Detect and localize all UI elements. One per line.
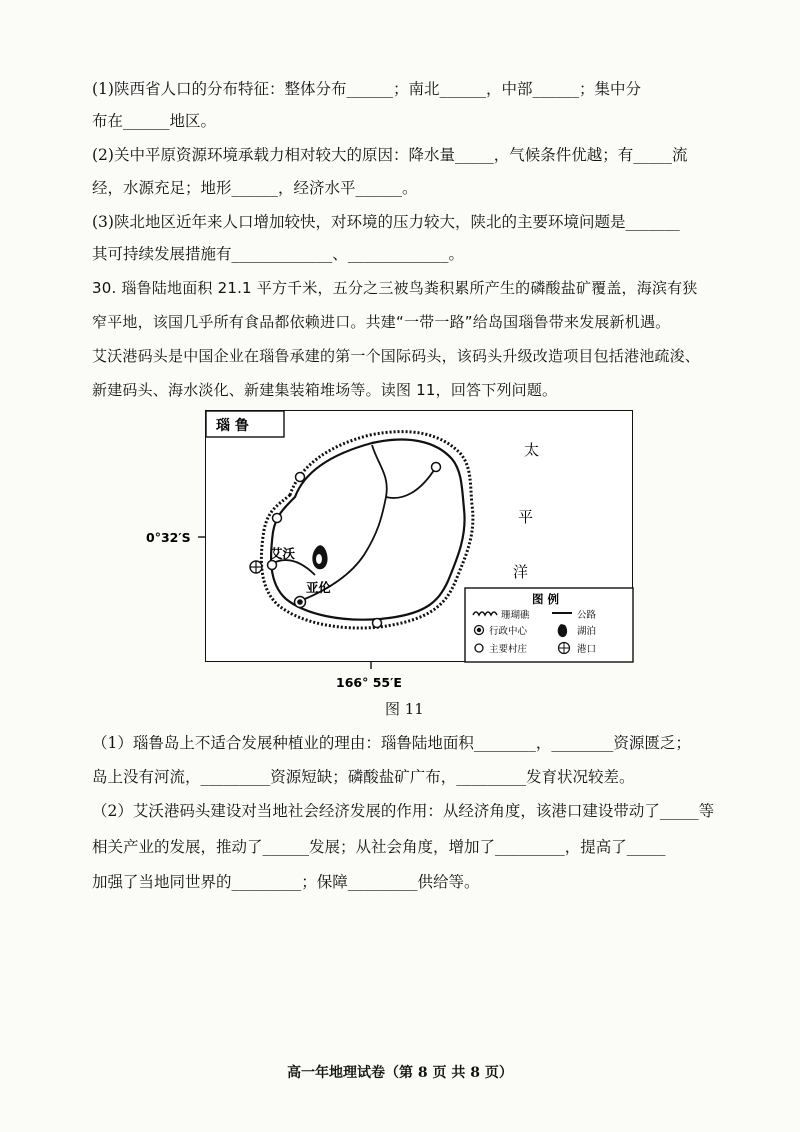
coral-reef	[261, 432, 473, 628]
village-marker	[273, 514, 282, 523]
inner-road-1	[300, 445, 387, 601]
inner-road-2	[386, 467, 436, 498]
q30-stem-3: 艾沃港码头是中国企业在瑙鲁承建的第一个国际码头，该码头升级改造项目包括港池疏浚、	[92, 347, 701, 365]
legend-port-label: 港口	[577, 644, 597, 655]
figure-caption: 图 11	[385, 700, 424, 718]
ocean-char-3: 洋	[513, 563, 529, 581]
village-marker	[296, 473, 305, 482]
q30-2-line-1: （2）艾沃港码头建设对当地社会经济发展的作用：从经济角度，该港口建设带动了_____等	[92, 802, 715, 820]
village-marker	[432, 463, 441, 472]
q29-line-4: 经，水源充足；地形______，经济水平______。	[92, 179, 418, 197]
q29-line-3: (2)关中平原资源环境承载力相对较大的原因：降水量_____，气候条件优越；有_____流	[92, 146, 688, 164]
nauru-map-figure	[140, 405, 700, 695]
legend-admin-label: 行政中心	[489, 626, 528, 637]
q29-line-2: 布在______地区。	[92, 112, 217, 130]
village-marker	[373, 619, 382, 628]
page-footer: 高一年地理试卷（第 8 页 共 8 页）	[287, 1065, 513, 1081]
legend-village-label: 主要村庄	[489, 644, 528, 655]
legend-road-label: 公路	[577, 610, 597, 621]
q30-1-line-1: （1）瑙鲁岛上不适合发展种植业的理由：瑙鲁陆地面积________，________资源匮乏；	[92, 734, 691, 752]
legend-lake-label: 湖泊	[577, 626, 597, 637]
q30-stem-4: 新建码头、海水淡化、新建集装箱堆场等。读图 11，回答下列问题。	[92, 381, 558, 399]
town-label-aiwo: 艾沃	[270, 546, 296, 561]
village-marker	[268, 561, 277, 570]
q30-stem-2: 窄平地，该国几乎所有食品都依赖进口。共建“一带一路”给岛国瑙鲁带来发展新机遇。	[92, 313, 671, 331]
ocean-char-2: 平	[518, 508, 534, 526]
map-svg	[140, 405, 700, 695]
inner-road-3	[273, 560, 315, 575]
country-label: 瑙 鲁	[216, 418, 249, 434]
q30-1-line-2: 岛上没有河流，_________资源短缺；磷酸盐矿广布，_________发育状况较差。	[92, 768, 635, 786]
legend-reef-label: 珊瑚礁	[501, 610, 530, 621]
latitude-label: 0°32′S	[146, 530, 191, 545]
legend-title: 图 例	[532, 592, 560, 606]
q30-stem-1: 30. 瑙鲁陆地面积 21.1 平方千米，五分之三被鸟粪积累所产生的磷酸盐矿覆盖，海滨有狭	[92, 279, 698, 297]
ocean-char-1: 太	[524, 441, 540, 459]
q30-2-line-2: 相关产业的发展，推动了______发展；从社会角度，增加了_________，提高了_____	[92, 838, 666, 856]
longitude-label: 166° 55′E	[336, 675, 402, 690]
q29-line-1: (1)陕西省人口的分布特征：整体分布______；南北______，中部______；集中分	[92, 80, 641, 98]
legend-village-icon	[475, 644, 483, 652]
q29-line-5: (3)陕北地区近年来人口增加较快，对环境的压力较大，陕北的主要环境问题是_______	[92, 213, 680, 231]
q30-2-line-3: 加强了当地同世界的_________；保障_________供给等。	[92, 873, 480, 891]
q29-line-6: 其可持续发展措施有_____________、_____________。	[92, 245, 465, 263]
town-label-yaren: 亚伦	[306, 580, 332, 595]
